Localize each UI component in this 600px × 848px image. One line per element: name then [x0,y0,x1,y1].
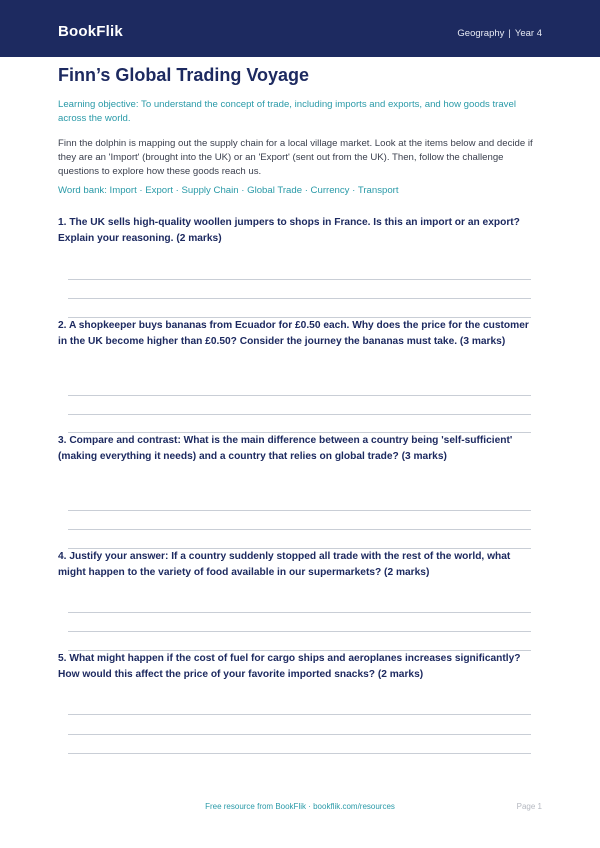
brand-logo-text: BookFlik [58,23,123,40]
header-meta [457,28,542,39]
page-title: Finn’s Global Trading Voyage [58,65,310,85]
answer-line[interactable] [68,298,531,299]
header-bar [0,0,600,57]
learning-objective: Learning objective: To understand the concept of trade, including imports and exports, and how goods travel across the world. [58,99,516,124]
answer-line[interactable] [68,414,531,415]
answer-line[interactable] [68,529,531,530]
subject-label: Geography [457,28,505,39]
answer-line[interactable] [68,510,531,511]
answer-line[interactable] [68,279,531,280]
answer-line[interactable] [68,631,531,632]
meta-separator: | [508,28,511,39]
answer-line[interactable] [68,714,531,715]
year-label: Year 4 [514,28,542,39]
question-4: 4. Justify your answer: If a country suddenly stopped all trade with the rest of the world, what might happen to the variety of food available in our supermarkets? (2 marks) [58,551,511,578]
intro-paragraph: Finn the dolphin is mapping out the supply chain for a local village market. Look at the items below and decide if they are an 'Import' (brought into the UK) or an 'Export' (sent out from the UK). Then, follow the challenge questions to explore how these goods reach us. [58,138,533,177]
question-5: 5. What might happen if the cost of fuel for cargo ships and aeroplanes increases significantly? How would this affect the price of your favorite imported snacks? (2 marks) [58,653,521,680]
footer-credit: Free resource from BookFlik · bookflik.com/resources [205,802,395,811]
answer-line[interactable] [68,395,531,396]
question-1: 1. The UK sells high-quality woollen jumpers to shops in France. Is this an import or an export? Explain your reasoning. (2 marks) [58,217,520,244]
word-bank: Word bank: Import · Export · Supply Chain · Global Trade · Currency · Transport [58,185,399,196]
answer-line[interactable] [68,612,531,613]
question-2: 2. A shopkeeper buys bananas from Ecuador for £0.50 each. Why does the price for the customer in the UK become higher than £0.50? Consider the journey the bananas must take. (3 marks) [58,320,529,347]
question-3: 3. Compare and contrast: What is the main difference between a country being 'self-sufficient' (making everything it needs) and a country that relies on global trade? (3 marks) [58,435,513,462]
answer-line[interactable] [68,734,531,735]
page-number: Page 1 [516,802,542,811]
answer-line[interactable] [68,753,531,754]
